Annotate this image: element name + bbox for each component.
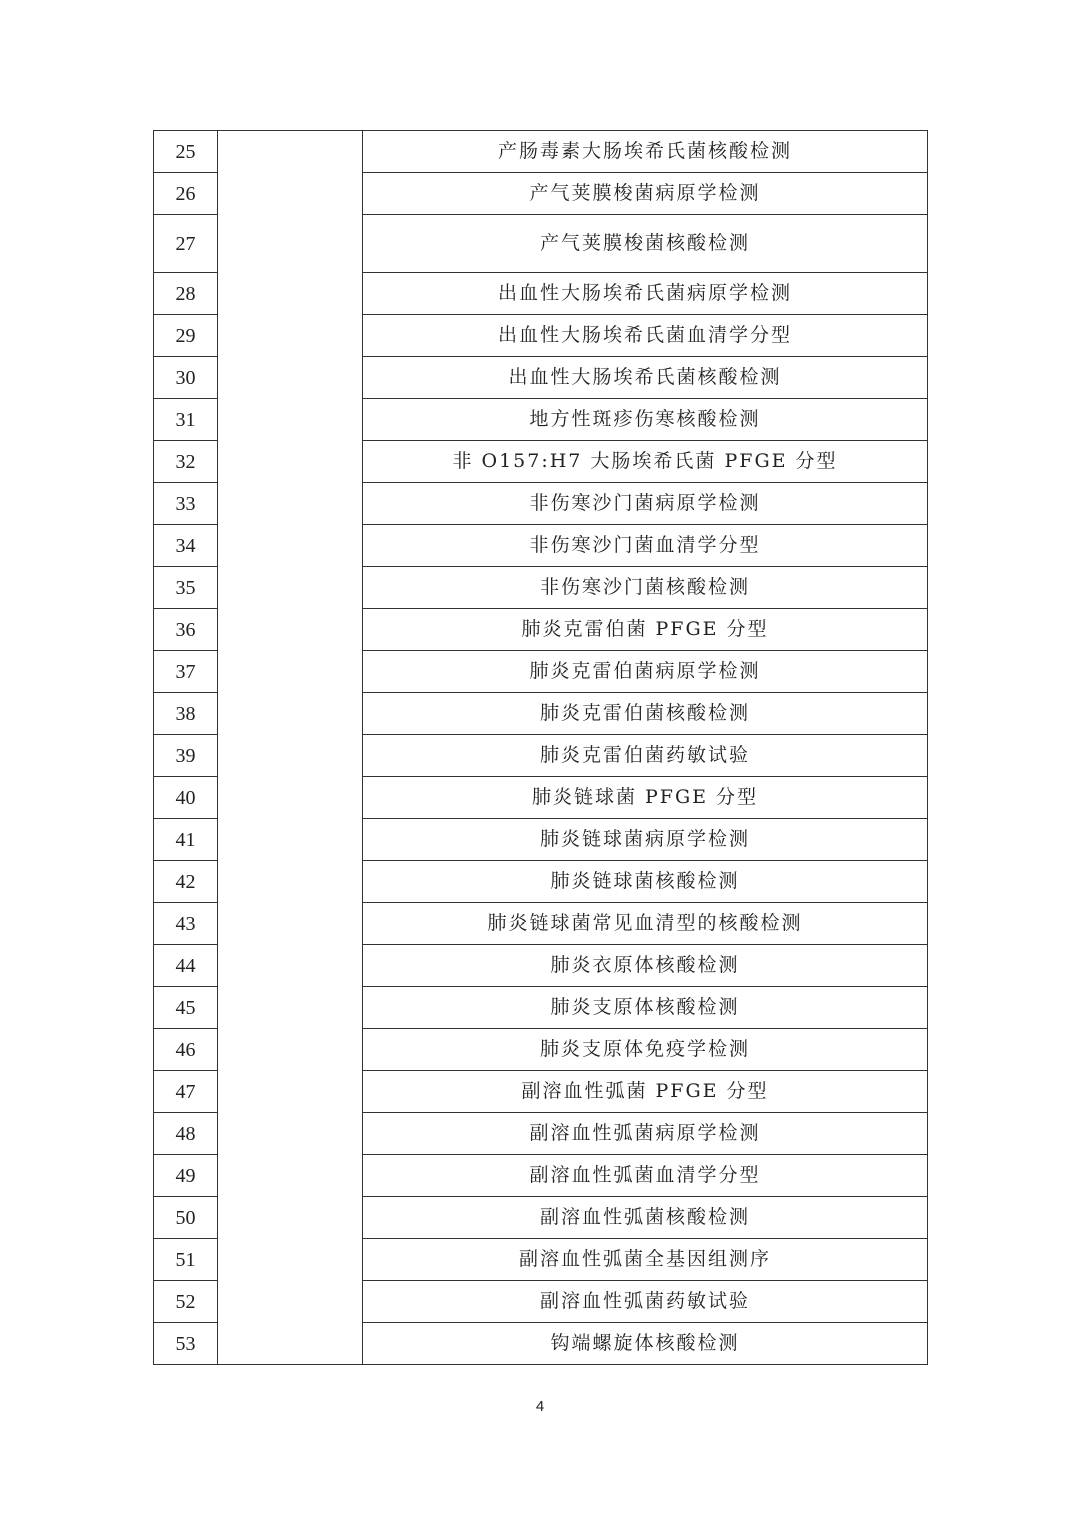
category-cell xyxy=(218,131,363,1365)
row-number: 31 xyxy=(154,399,218,441)
row-number: 49 xyxy=(154,1155,218,1197)
page-number: 4 xyxy=(535,1398,545,1415)
test-item-name: 非伤寒沙门菌核酸检测 xyxy=(363,567,928,609)
table-body xyxy=(154,131,928,1365)
test-item-name: 出血性大肠埃希氏菌血清学分型 xyxy=(363,315,928,357)
test-item-name: 肺炎克雷伯菌 PFGE 分型 xyxy=(363,609,928,651)
test-items-table xyxy=(153,130,928,1365)
row-number: 39 xyxy=(154,735,218,777)
test-item-name: 非伤寒沙门菌血清学分型 xyxy=(363,525,928,567)
test-item-name: 副溶血性弧菌 PFGE 分型 xyxy=(363,1071,928,1113)
row-number: 26 xyxy=(154,173,218,215)
test-item-name: 肺炎克雷伯菌病原学检测 xyxy=(363,651,928,693)
row-number: 53 xyxy=(154,1323,218,1365)
test-item-name: 产气荚膜梭菌核酸检测 xyxy=(363,215,928,273)
test-item-name: 副溶血性弧菌药敏试验 xyxy=(363,1281,928,1323)
row-number: 46 xyxy=(154,1029,218,1071)
row-number: 48 xyxy=(154,1113,218,1155)
row-number: 36 xyxy=(154,609,218,651)
row-number: 32 xyxy=(154,441,218,483)
row-number: 43 xyxy=(154,903,218,945)
row-number: 25 xyxy=(154,131,218,173)
row-number: 52 xyxy=(154,1281,218,1323)
row-number: 44 xyxy=(154,945,218,987)
test-item-name: 肺炎链球菌常见血清型的核酸检测 xyxy=(363,903,928,945)
test-item-name: 肺炎克雷伯菌核酸检测 xyxy=(363,693,928,735)
test-item-name: 肺炎链球菌 PFGE 分型 xyxy=(363,777,928,819)
row-number: 47 xyxy=(154,1071,218,1113)
row-number: 27 xyxy=(154,215,218,273)
table-row xyxy=(154,131,928,173)
test-item-name: 产气荚膜梭菌病原学检测 xyxy=(363,173,928,215)
row-number: 38 xyxy=(154,693,218,735)
test-item-name: 非 O157:H7 大肠埃希氏菌 PFGE 分型 xyxy=(363,441,928,483)
test-item-name: 肺炎衣原体核酸检测 xyxy=(363,945,928,987)
test-item-name: 非伤寒沙门菌病原学检测 xyxy=(363,483,928,525)
test-item-name: 地方性斑疹伤寒核酸检测 xyxy=(363,399,928,441)
row-number: 33 xyxy=(154,483,218,525)
test-item-name: 肺炎支原体免疫学检测 xyxy=(363,1029,928,1071)
row-number: 35 xyxy=(154,567,218,609)
row-number: 41 xyxy=(154,819,218,861)
row-number: 45 xyxy=(154,987,218,1029)
row-number: 40 xyxy=(154,777,218,819)
test-item-name: 副溶血性弧菌核酸检测 xyxy=(363,1197,928,1239)
test-item-name: 出血性大肠埃希氏菌病原学检测 xyxy=(363,273,928,315)
test-item-name: 出血性大肠埃希氏菌核酸检测 xyxy=(363,357,928,399)
row-number: 29 xyxy=(154,315,218,357)
row-number: 34 xyxy=(154,525,218,567)
test-item-name: 肺炎链球菌病原学检测 xyxy=(363,819,928,861)
test-item-name: 肺炎链球菌核酸检测 xyxy=(363,861,928,903)
test-item-name: 副溶血性弧菌全基因组测序 xyxy=(363,1239,928,1281)
row-number: 42 xyxy=(154,861,218,903)
row-number: 37 xyxy=(154,651,218,693)
test-item-name: 肺炎支原体核酸检测 xyxy=(363,987,928,1029)
row-number: 50 xyxy=(154,1197,218,1239)
test-item-name: 副溶血性弧菌病原学检测 xyxy=(363,1113,928,1155)
test-item-name: 钩端螺旋体核酸检测 xyxy=(363,1323,928,1365)
test-item-name: 产肠毒素大肠埃希氏菌核酸检测 xyxy=(363,131,928,173)
row-number: 30 xyxy=(154,357,218,399)
test-item-name: 肺炎克雷伯菌药敏试验 xyxy=(363,735,928,777)
row-number: 51 xyxy=(154,1239,218,1281)
test-item-name: 副溶血性弧菌血清学分型 xyxy=(363,1155,928,1197)
row-number: 28 xyxy=(154,273,218,315)
